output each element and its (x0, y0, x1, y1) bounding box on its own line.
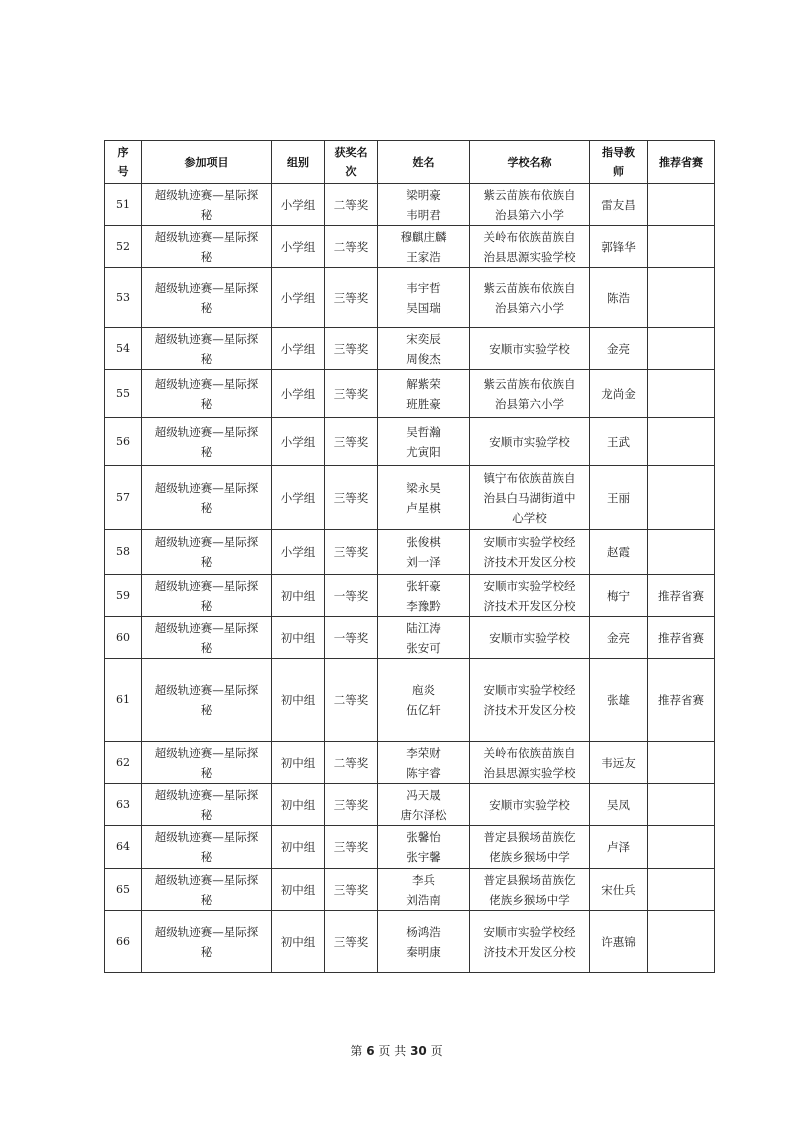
project-cell (142, 742, 272, 784)
cell-line: 秘 (200, 444, 213, 459)
cell-line: 推荐省赛 (659, 155, 703, 169)
awards-table (104, 140, 715, 973)
project-cell (142, 268, 272, 328)
header-seq (105, 141, 142, 184)
teacher-cell: 龙尚金 (590, 370, 648, 418)
cell-line: 次 (345, 165, 357, 178)
recommend-cell: 推荐省赛 (648, 617, 715, 659)
cell-line: 紫云苗族布依族自 (483, 280, 576, 295)
cell-line: 紫云苗族布依族自 (483, 187, 576, 202)
cell-line: 吴哲瀚 (406, 424, 441, 439)
cell-line: 超级轨迹赛—星际探 (154, 830, 259, 844)
header-row (105, 141, 715, 184)
cell-line: 治县第六小学 (495, 300, 564, 315)
cell-line: 秘 (200, 300, 213, 315)
group-cell: 初中组 (272, 659, 325, 742)
group-cell: 初中组 (272, 575, 325, 617)
cell-line: 尤寅阳 (406, 444, 441, 459)
cell-line: 超级轨迹赛—星际探 (154, 187, 259, 202)
cell-line: 刘一泽 (406, 555, 441, 569)
cell-line: 王家浩 (406, 249, 441, 264)
seq-cell: 54 (105, 328, 142, 370)
cell-line: 超级轨迹赛—星际探 (154, 683, 259, 697)
project-cell (142, 659, 272, 742)
project-cell (142, 911, 272, 973)
cell-line: 陈宇睿 (406, 765, 441, 780)
cell-line: 师 (613, 165, 624, 178)
seq-cell: 61 (105, 659, 142, 742)
school-cell (470, 659, 590, 742)
cell-line: 梁永昊 (406, 480, 441, 495)
teacher-cell: 梅宁 (590, 575, 648, 617)
cell-line: 张安可 (406, 640, 441, 655)
project-cell (142, 328, 272, 370)
seq-cell: 66 (105, 911, 142, 973)
teacher-cell: 雷友昌 (590, 184, 648, 226)
award-cell: 三等奖 (325, 911, 378, 973)
project-cell (142, 370, 272, 418)
names-cell (378, 530, 470, 575)
cell-line: 陆江涛 (406, 620, 441, 635)
recommend-cell (648, 268, 715, 328)
names-cell (378, 826, 470, 869)
table-row (105, 911, 715, 973)
seq-cell: 57 (105, 466, 142, 530)
names-cell (378, 575, 470, 617)
table-row (105, 226, 715, 268)
table-row (105, 184, 715, 226)
award-cell: 二等奖 (325, 659, 378, 742)
cell-line: 韦明君 (406, 207, 441, 222)
cell-line: 镇宁布依族苗族自 (483, 470, 576, 485)
teacher-cell: 吴凤 (590, 784, 648, 826)
names-cell (378, 370, 470, 418)
cell-line: 治县思源实验学校 (483, 249, 576, 264)
seq-cell: 58 (105, 530, 142, 575)
footer-middle: 页 共 (378, 1044, 407, 1058)
cell-line: 心学校 (512, 510, 547, 525)
group-cell: 初中组 (272, 784, 325, 826)
project-cell (142, 418, 272, 466)
cell-line: 治县思源实验学校 (483, 765, 576, 780)
cell-line: 秘 (200, 249, 213, 264)
cell-line: 周俊杰 (406, 351, 441, 366)
cell-line: 秘 (200, 555, 213, 569)
header-award (325, 141, 378, 184)
cell-line: 获奖名 (334, 146, 368, 159)
cell-line: 普定县猴场苗族仡 (483, 872, 576, 887)
cell-line: 超级轨迹赛—星际探 (154, 535, 259, 549)
project-cell (142, 784, 272, 826)
cell-line: 李豫黔 (406, 598, 441, 613)
school-cell (470, 742, 590, 784)
school-cell (470, 328, 590, 370)
seq-cell: 52 (105, 226, 142, 268)
award-cell: 一等奖 (325, 575, 378, 617)
table-body (105, 184, 715, 973)
group-cell: 小学组 (272, 328, 325, 370)
cell-line: 关岭布依族苗族自 (483, 745, 576, 760)
group-cell: 小学组 (272, 530, 325, 575)
award-cell: 三等奖 (325, 784, 378, 826)
table-row (105, 659, 715, 742)
group-cell: 小学组 (272, 466, 325, 530)
cell-line: 卢星棋 (406, 500, 441, 515)
cell-line: 济技术开发区分校 (483, 703, 576, 717)
recommend-cell (648, 466, 715, 530)
cell-line: 李荣财 (406, 745, 441, 760)
cell-line: 秘 (200, 207, 213, 222)
teacher-cell: 赵霞 (590, 530, 648, 575)
header-recommend (648, 141, 715, 184)
teacher-cell: 张雄 (590, 659, 648, 742)
recommend-cell: 推荐省赛 (648, 659, 715, 742)
teacher-cell: 郭锋华 (590, 226, 648, 268)
cell-line: 宋奕辰 (406, 331, 441, 346)
cell-line: 秘 (200, 703, 213, 717)
award-cell: 三等奖 (325, 869, 378, 911)
cell-line: 安顺市实验学校 (489, 434, 570, 449)
recommend-cell (648, 226, 715, 268)
cell-line: 超级轨迹赛—星际探 (154, 480, 259, 495)
teacher-cell: 王武 (590, 418, 648, 466)
recommend-cell (648, 530, 715, 575)
school-cell (470, 466, 590, 530)
cell-line: 韦宇哲 (406, 280, 441, 295)
table-row (105, 328, 715, 370)
cell-line: 秘 (200, 351, 213, 366)
cell-line: 超级轨迹赛—星际探 (154, 872, 259, 887)
names-cell (378, 659, 470, 742)
footer-suffix: 页 (430, 1044, 443, 1058)
group-cell: 小学组 (272, 370, 325, 418)
award-cell: 三等奖 (325, 826, 378, 869)
names-cell (378, 184, 470, 226)
names-cell (378, 869, 470, 911)
teacher-cell: 陈浩 (590, 268, 648, 328)
table-row (105, 418, 715, 466)
project-cell (142, 530, 272, 575)
teacher-cell: 许惠锦 (590, 911, 648, 973)
seq-cell: 64 (105, 826, 142, 869)
teacher-cell: 金亮 (590, 328, 648, 370)
cell-line: 序 (117, 146, 129, 159)
recommend-cell (648, 869, 715, 911)
school-cell (470, 418, 590, 466)
total-page-count: 30 (410, 1044, 427, 1058)
cell-line: 秘 (200, 807, 213, 822)
table-row (105, 268, 715, 328)
school-cell (470, 784, 590, 826)
group-cell: 小学组 (272, 418, 325, 466)
header-project (142, 141, 272, 184)
names-cell (378, 226, 470, 268)
names-cell (378, 742, 470, 784)
seq-cell: 55 (105, 370, 142, 418)
award-cell: 二等奖 (325, 742, 378, 784)
award-cell: 二等奖 (325, 184, 378, 226)
school-cell (470, 184, 590, 226)
cell-line: 秘 (200, 640, 213, 655)
cell-line: 治县白马湖街道中 (483, 490, 576, 505)
cell-line: 超级轨迹赛—星际探 (154, 745, 259, 760)
table-row (105, 466, 715, 530)
group-cell: 小学组 (272, 268, 325, 328)
cell-line: 超级轨迹赛—星际探 (154, 280, 259, 295)
cell-line: 吴国瑞 (406, 300, 441, 315)
project-cell (142, 869, 272, 911)
school-cell (470, 370, 590, 418)
header-names (378, 141, 470, 184)
cell-line: 安顺市实验学校经 (483, 924, 576, 939)
cell-line: 安顺市实验学校 (489, 797, 570, 812)
cell-line: 超级轨迹赛—星际探 (154, 787, 259, 802)
award-cell: 三等奖 (325, 370, 378, 418)
cell-line: 指导教 (602, 146, 635, 159)
award-cell: 三等奖 (325, 418, 378, 466)
project-cell (142, 466, 272, 530)
cell-line: 班胜豪 (406, 396, 441, 411)
cell-line: 济技术开发区分校 (483, 555, 576, 569)
cell-line: 治县第六小学 (495, 396, 564, 411)
group-cell: 初中组 (272, 742, 325, 784)
group-cell: 小学组 (272, 226, 325, 268)
seq-cell: 51 (105, 184, 142, 226)
cell-line: 秘 (200, 765, 213, 780)
header-school (470, 141, 590, 184)
cell-line: 安顺市实验学校经 (483, 535, 576, 549)
table-row (105, 784, 715, 826)
group-cell: 小学组 (272, 184, 325, 226)
cell-line: 佬族乡猴场中学 (489, 892, 570, 907)
cell-line: 关岭布依族苗族自 (483, 229, 576, 244)
cell-line: 超级轨迹赛—星际探 (154, 424, 259, 439)
cell-line: 张馨怡 (406, 830, 441, 844)
seq-cell: 63 (105, 784, 142, 826)
names-cell (378, 268, 470, 328)
cell-line: 张俊棋 (406, 535, 441, 549)
award-cell: 三等奖 (325, 530, 378, 575)
cell-line: 紫云苗族布依族自 (483, 376, 576, 391)
cell-line: 安顺市实验学校经 (483, 683, 576, 697)
cell-line: 李兵 (412, 872, 435, 887)
school-cell (470, 268, 590, 328)
project-cell (142, 617, 272, 659)
project-cell (142, 184, 272, 226)
award-cell: 三等奖 (325, 466, 378, 530)
group-cell: 初中组 (272, 826, 325, 869)
names-cell (378, 617, 470, 659)
group-cell: 初中组 (272, 617, 325, 659)
names-cell (378, 911, 470, 973)
seq-cell: 56 (105, 418, 142, 466)
table-row (105, 617, 715, 659)
names-cell (378, 328, 470, 370)
cell-line: 秘 (200, 944, 213, 959)
footer-prefix: 第 (350, 1044, 363, 1058)
cell-line: 组别 (287, 155, 309, 169)
award-cell: 三等奖 (325, 328, 378, 370)
cell-line: 伍亿轩 (406, 703, 441, 717)
cell-line: 超级轨迹赛—星际探 (154, 924, 259, 939)
project-cell (142, 226, 272, 268)
cell-line: 秘 (200, 500, 213, 515)
school-cell (470, 911, 590, 973)
cell-line: 杨鸿浩 (406, 924, 441, 939)
cell-line: 济技术开发区分校 (483, 598, 576, 613)
project-cell (142, 575, 272, 617)
cell-line: 梁明豪 (406, 187, 441, 202)
names-cell (378, 466, 470, 530)
teacher-cell: 韦远友 (590, 742, 648, 784)
cell-line: 超级轨迹赛—星际探 (154, 578, 259, 593)
seq-cell: 60 (105, 617, 142, 659)
cell-line: 庖炎 (412, 683, 435, 697)
cell-line: 秘 (200, 598, 213, 613)
award-cell: 二等奖 (325, 226, 378, 268)
seq-cell: 65 (105, 869, 142, 911)
cell-line: 参加项目 (184, 155, 229, 169)
recommend-cell (648, 328, 715, 370)
cell-line: 解紫荣 (406, 376, 441, 391)
header-teacher (590, 141, 648, 184)
cell-line: 姓名 (412, 155, 435, 169)
cell-line: 刘浩南 (406, 892, 441, 907)
recommend-cell (648, 370, 715, 418)
teacher-cell: 王丽 (590, 466, 648, 530)
cell-line: 号 (117, 165, 129, 178)
cell-line: 秘 (200, 850, 213, 864)
teacher-cell: 金亮 (590, 617, 648, 659)
current-page-number: 6 (366, 1044, 375, 1058)
group-cell: 初中组 (272, 911, 325, 973)
cell-line: 学校名称 (507, 155, 552, 169)
seq-cell: 59 (105, 575, 142, 617)
table-row (105, 370, 715, 418)
recommend-cell (648, 418, 715, 466)
cell-line: 超级轨迹赛—星际探 (154, 620, 259, 635)
cell-line: 超级轨迹赛—星际探 (154, 376, 259, 391)
cell-line: 秘 (200, 892, 213, 907)
project-cell (142, 826, 272, 869)
school-cell (470, 575, 590, 617)
award-cell: 三等奖 (325, 268, 378, 328)
cell-line: 唐尔泽松 (400, 807, 447, 822)
group-cell: 初中组 (272, 869, 325, 911)
recommend-cell (648, 784, 715, 826)
recommend-cell (648, 911, 715, 973)
table-row (105, 575, 715, 617)
award-cell: 一等奖 (325, 617, 378, 659)
cell-line: 穆麒庄麟 (400, 229, 447, 244)
table-row (105, 742, 715, 784)
table-row (105, 826, 715, 869)
school-cell (470, 226, 590, 268)
seq-cell: 53 (105, 268, 142, 328)
cell-line: 安顺市实验学校 (489, 630, 570, 645)
school-cell (470, 869, 590, 911)
header-group (272, 141, 325, 184)
cell-line: 安顺市实验学校 (489, 341, 570, 356)
cell-line: 超级轨迹赛—星际探 (154, 331, 259, 346)
table-row (105, 869, 715, 911)
seq-cell: 62 (105, 742, 142, 784)
cell-line: 张宇馨 (406, 850, 441, 864)
cell-line: 冯天晟 (406, 787, 441, 802)
school-cell (470, 617, 590, 659)
cell-line: 安顺市实验学校经 (483, 578, 576, 593)
cell-line: 秘 (200, 396, 213, 411)
table-row (105, 530, 715, 575)
names-cell (378, 418, 470, 466)
recommend-cell (648, 184, 715, 226)
school-cell (470, 530, 590, 575)
recommend-cell: 推荐省赛 (648, 575, 715, 617)
recommend-cell (648, 742, 715, 784)
cell-line: 秦明康 (406, 944, 441, 959)
teacher-cell: 卢泽 (590, 826, 648, 869)
cell-line: 济技术开发区分校 (483, 944, 576, 959)
recommend-cell (648, 826, 715, 869)
cell-line: 张轩豪 (406, 578, 441, 593)
cell-line: 超级轨迹赛—星际探 (154, 229, 259, 244)
teacher-cell: 宋仕兵 (590, 869, 648, 911)
cell-line: 普定县猴场苗族仡 (483, 830, 576, 844)
cell-line: 佬族乡猴场中学 (489, 850, 570, 864)
cell-line: 治县第六小学 (495, 207, 564, 222)
page-footer (0, 1042, 793, 1059)
table-header (105, 141, 715, 184)
school-cell (470, 826, 590, 869)
names-cell (378, 784, 470, 826)
